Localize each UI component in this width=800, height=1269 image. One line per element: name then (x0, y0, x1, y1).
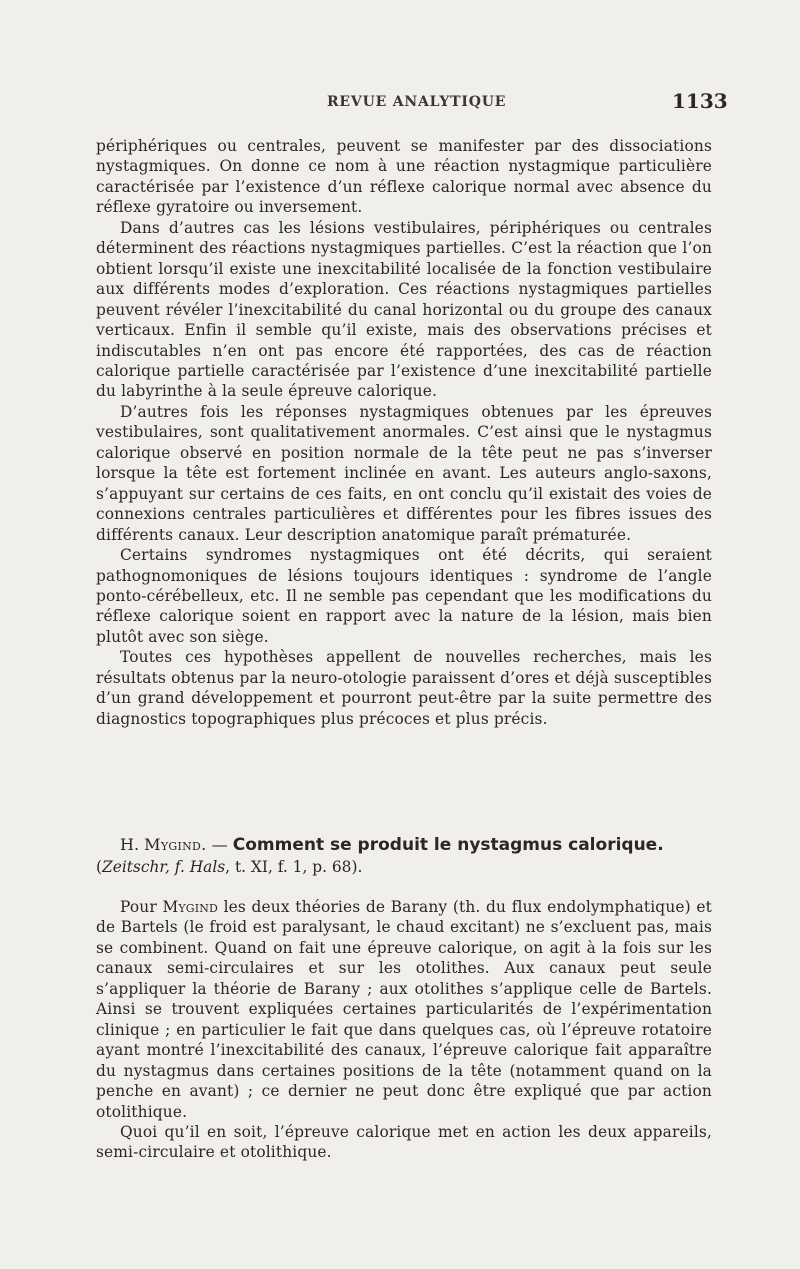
author-name: Mygind. (144, 835, 207, 854)
citation-open: ( (96, 858, 103, 876)
summary-paragraph-2: Quoi qu’il en soit, l’épreuve calorique met en action les deux appareils, semi-circulaire et otolithique. (96, 1122, 712, 1162)
paragraph-partial-reactions: Dans d’autres cas les lésions vestibulaires, périphériques ou centrales déterminent des réactions nystagmiques partielles. C’est la réaction que l’on obtient lorsqu’il existe une inexcitabilité localisée de la fonction vestibulaire aux différents modes d’exploration. Ces réactions nystagmiques partielles peuvent révéler l’inexcitabilité du canal horizontal ou du groupe des canaux verticaux. Enfin il semble qu’il existe, mais des observations précises et indiscutables n’en ont pas encore été rapportées, des cas de réaction calorique partielle caractérisée par l’existence d’une inexcitabilité partielle du labyrinthe à la seule épreuve calorique. (96, 218, 712, 401)
paragraph-conclusion: Toutes ces hypothèses appellent de nouvelles recherches, mais les résultats obtenus par la neuro-otologie paraissent d’ores et déjà susceptibles d’un grand développement et pourront peut-être par la suite permettre des diagnostics topographiques plus précoces et plus précis. (96, 648, 712, 728)
summary-author: Mygind (162, 898, 218, 916)
article-review (96, 834, 712, 1163)
paragraph-continued: périphériques ou centrales, peuvent se manifester par des dissociations nystagmiques. On donne ce nom à une réaction nystagmique particulière caractérisée par l’existence d’un réflexe calorique normal avec absence du réflexe gyratoire ou inversement. (96, 137, 712, 217)
citation (96, 856, 712, 878)
article-heading (96, 834, 712, 856)
article-title: Comment se produit le nystagmus calorique. (232, 835, 664, 855)
summary-text: les deux théories de Barany (th. du flux endolymphatique) et de Bartels (le froid est paralysant, le chaud excitant) ne s’excluent pas, mais se combinent. Quand on fait une épreuve calorique, on agit à la fois sur les canaux semi-circulaires et sur les otolithes. Aux canaux peut seule s’appliquer la théorie de Barany ; aux otolithes s’applique celle de Bartels. Ainsi se trouvent expliquées certaines particularités de l’expérimentation clinique ; en particulier le fait que dans quelques cas, où l’épreuve rotatoire ayant montré l’inexcitabilité des canaux, l’épreuve calorique fait apparaître du nystagmus dans certaines positions de la tête (notamment quand on la penche en avant) ; ce dernier ne peut donc être expliqué que par action otolithique. (96, 898, 712, 1121)
running-head: REVUE ANALYTIQUE (327, 94, 507, 110)
author-initial: H. (120, 835, 140, 854)
body-text (96, 136, 712, 729)
page-number: 1133 (672, 89, 728, 113)
summary-paragraph-1 (96, 897, 712, 1122)
paragraph-qualitative-anomalies: D’autres fois les réponses nystagmiques obtenues par les épreuves vestibulaires, sont qualitativement anormales. C’est ainsi que le nystagmus calorique observé en position normale de la tête peut ne pas s’inverser lorsque la tête est fortement inclinée en avant. Les auteurs anglo-saxons, s’appuyant sur certains de ces faits, en ont conclu qu’il existait des voies de connexions centrales particulières et différentes pour les fibres issues des différents canaux. Leur description anatomique paraît prématurée. (96, 402, 712, 544)
title-dash: — (206, 835, 233, 854)
journal-name: Zeitschr, f. Hals (102, 858, 226, 876)
summary-prefix: Pour (120, 898, 163, 916)
paragraph-syndromes: Certains syndromes nystagmiques ont été décrits, qui seraient pathognomoniques de lésions toujours identiques : syndrome de l’angle ponto-cérébelleux, etc. Il ne semble pas cependant que les modifications du réflexe calorique soient en rapport avec la nature de la lésion, mais bien plutôt avec son siège. (96, 546, 712, 646)
citation-details: , t. XI, f. 1, p. 68). (225, 858, 363, 876)
article-summary (96, 897, 712, 1163)
